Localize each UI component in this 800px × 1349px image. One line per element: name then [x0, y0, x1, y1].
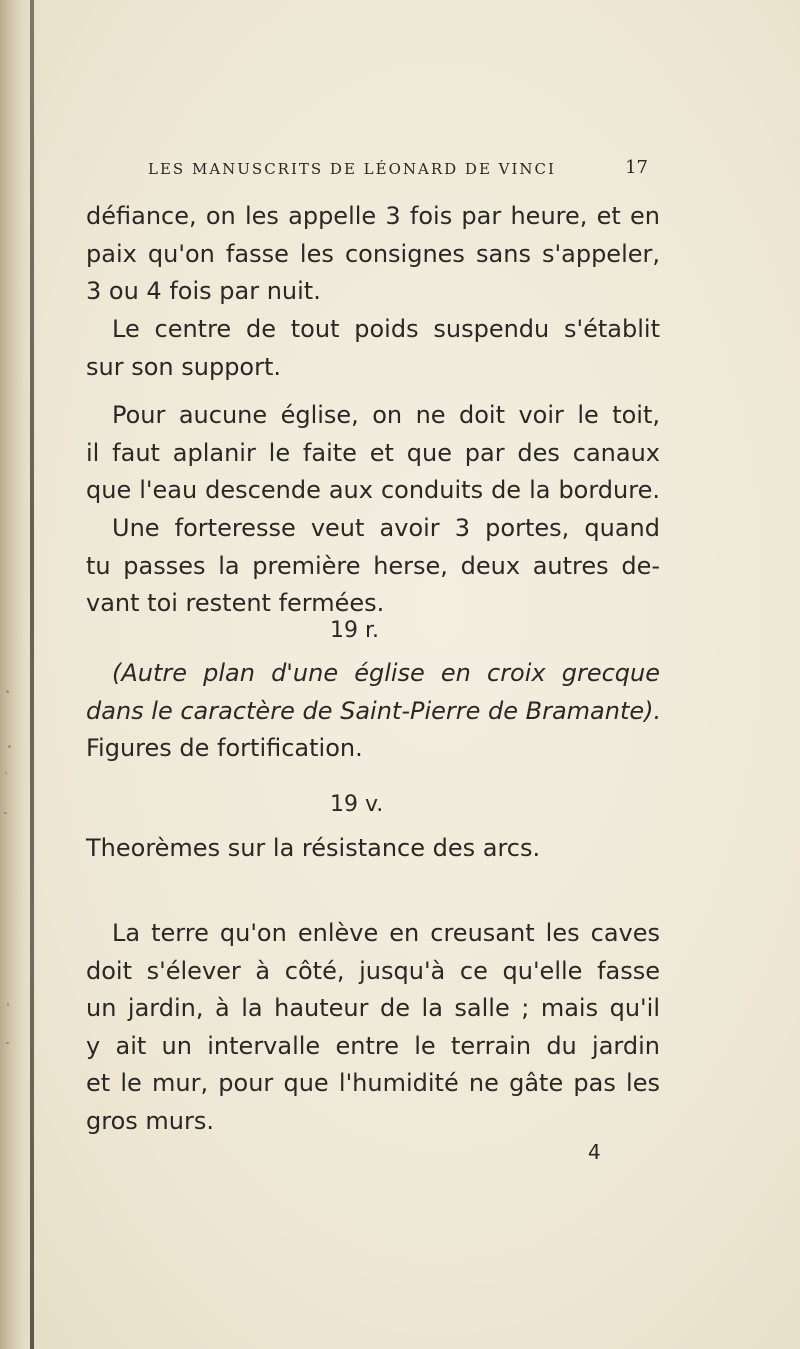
text-line: (Autre plan d'une église en croix grecque	[112, 659, 660, 687]
paragraph-3	[86, 397, 660, 510]
text-line: Le centre de tout poids suspendu s'établit	[112, 315, 660, 343]
text-line: défiance, on les appelle 3 fois par heure, et en	[86, 202, 660, 230]
folio-heading: 19 r.	[330, 618, 380, 643]
text-line: doit s'élever à côté, jusqu'à ce qu'elle fasse	[86, 956, 660, 985]
text-line: que l'eau descende aux conduits de la bordure.	[86, 476, 660, 505]
text-line: Une forteresse veut avoir 3 portes, quand	[112, 514, 660, 542]
paragraph-5	[86, 655, 660, 730]
text-line: Theorèmes sur la résistance des arcs.	[86, 834, 541, 862]
text-line: gros murs.	[86, 1106, 214, 1135]
paragraph-7	[86, 830, 660, 868]
page-number: 17	[625, 157, 648, 178]
text-line: paix qu'on fasse les consignes sans s'appeler,	[86, 239, 660, 268]
text-line: Pour aucune église, on ne doit voir le toit,	[112, 401, 660, 429]
text-line: sur son support.	[86, 352, 282, 381]
text-line: vant toi restent fermées.	[86, 589, 385, 618]
header-title: LES MANUSCRITS DE LÉONARD DE VINCI	[148, 160, 556, 178]
text-line: y ait un intervalle entre le terrain du jardin	[86, 1031, 660, 1060]
text-line: dans le caractère de Saint-Pierre de Bramante).	[86, 696, 662, 725]
text-line: La terre qu'on enlève en creusant les caves	[112, 919, 660, 947]
paragraph-8	[86, 915, 660, 1141]
signature-mark: 4	[588, 1140, 601, 1164]
paragraph-4	[86, 510, 660, 623]
paragraph-6	[86, 730, 660, 768]
text-line: 3 ou 4 fois par nuit.	[86, 277, 321, 306]
text-line: il faut aplanir le faite et que par des canaux	[86, 438, 660, 467]
text-line: et le mur, pour que l'humidité ne gâte pas les	[86, 1069, 660, 1098]
folio-heading: 19 v.	[330, 792, 384, 817]
gutter-shadow	[30, 0, 34, 1349]
paragraph-1	[86, 198, 660, 311]
text-line: Figures de fortification.	[86, 734, 363, 762]
text-line: tu passes la première herse, deux autres de-	[86, 551, 660, 580]
paragraph-2	[86, 311, 660, 386]
text-line: un jardin, à la hauteur de la salle ; mais qu'il	[86, 994, 660, 1023]
running-header	[148, 157, 648, 184]
